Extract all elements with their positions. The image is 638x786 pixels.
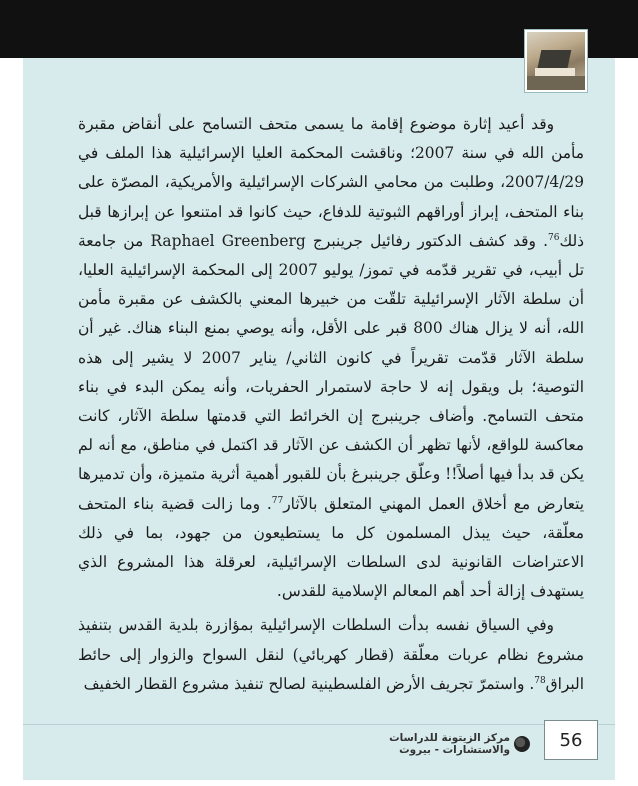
paragraph-1-text-c: . وما زالت قضية بناء المتحف معلّقة، حيث يبذل المسلمون كل ما يستطيعون من جهود، بما في ذلك الاعتراضات القانونية لدى السلطات الإسرائيلية، لعرقلة هذا المشروع الذي يستهدف إزالة أحد أهم المعالم الإسلامية للقدس.	[78, 494, 584, 601]
photo-ground-shape	[527, 76, 585, 90]
paragraph-1	[78, 110, 584, 606]
footer-divider	[23, 724, 615, 725]
paragraph-2-text-b: . واستمرّ تجريف الأرض الفلسطينية لصالح تنفيذ مشروع القطار الخفيف	[83, 674, 535, 693]
page-number: 56	[544, 720, 598, 760]
publisher-footer	[354, 731, 530, 757]
footnote-ref-76[interactable]: 76	[548, 232, 560, 243]
publisher-name: مركز الزيتونة للدراسات والاستشارات - بيروت	[389, 732, 510, 756]
paragraph-2	[78, 611, 584, 699]
body-text	[78, 110, 584, 699]
paragraph-2-text-a: وفي السياق نفسه بدأت السلطات الإسرائيلية بمؤازرة بلدية القدس بتنفيذ مشروع نظام عربات معلّقة (قطار كهربائي) لنقل السواح والزوار إلى حائط البراق	[78, 616, 584, 693]
publisher-logo-icon	[514, 736, 530, 752]
building-wall-shape	[535, 68, 575, 76]
footnote-ref-78[interactable]: 78	[534, 675, 546, 686]
paragraph-1-text-b: . وقد كشف الدكتور رفائيل جرينبرج Raphael Greenberg من جامعة تل أبيب، في تقرير قدّمه في تموز/ يوليو 2007 إلى المحكمة الإسرائيلية العليا، أن سلطة الآثار الإسرائيلية تلقّت من خبيرها المعني بالكشف عن مقبرة مأمن الله، أنه لا يزال هناك 800 قبر على الأقل، وأنه يوصي بمنع البناء هناك. غير أن سلطة الآثار قدّمت تقريراً في كانون الثاني/ يناير 2007 لا يشير إلى هذه التوصية؛ بل ويقول إنه لا حاجة لاستمرار الحفريات، وأنه يمكن البدء في بناء متحف التسامح. وأضاف جرينبرج إن الخرائط التي قدمتها سلطة الآثار، كانت معاكسة للواقع، لأنها تظهر أن الكشف عن الآثار قد اكتمل في مناطق، مع أنه لم يكن قد بدأ فيها أصلاً!! وعلّق جرينبرغ بأن للقبور أهمية أثرية متميزة، وأن تدميرها يتعارض مع أخلاق العمل المهني المتعلق بالآثار	[78, 231, 584, 513]
paragraph-1-text-a: وقد أعيد إثارة موضوع إقامة ما يسمى متحف التسامح على أنقاض مقبرة مأمن الله في سنة 2007؛ وناقشت المحكمة العليا الإسرائيلية هذا الملف في 2007/4/29، وطلبت من محامي الشركات الإسرائيلية والأمريكية، المصرّة على بناء المتحف، إبراز أوراقهم الثبوتية للدفاع، حيث كانوا قد امتنعوا عن إبرازها قبل ذلك	[78, 115, 584, 250]
header-photo	[525, 30, 587, 92]
footnote-ref-77[interactable]: 77	[271, 495, 284, 506]
